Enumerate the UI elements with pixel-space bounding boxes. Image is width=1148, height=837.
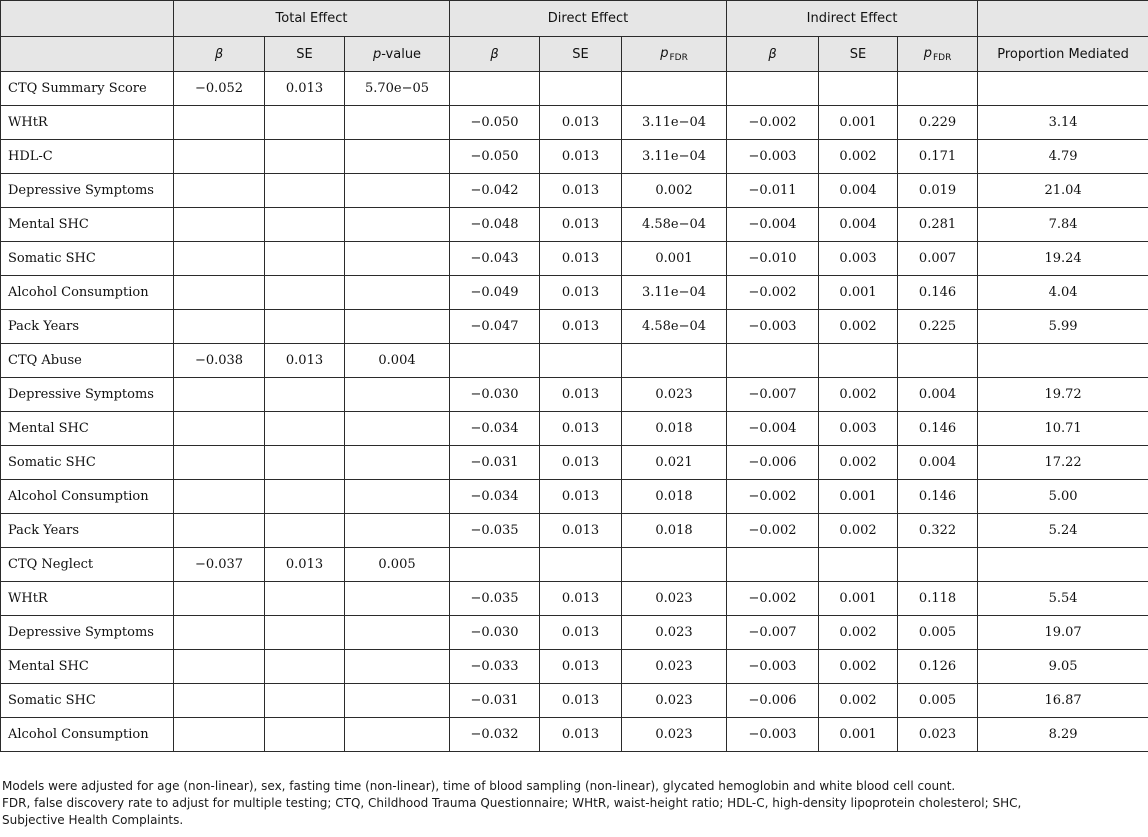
fdr-subscript: FDR <box>932 52 952 63</box>
cell-total-se <box>265 276 345 310</box>
table-row <box>1 446 1148 480</box>
cell-indirect-beta <box>727 72 819 106</box>
cell-indirect-se: 0.002 <box>819 514 898 548</box>
cell-indirect-beta: −0.006 <box>727 446 819 480</box>
cell-row-label: CTQ Summary Score <box>1 72 174 106</box>
cell-indirect-pfdr <box>898 344 978 378</box>
cell-total-beta <box>174 616 265 650</box>
cell-direct-pfdr: 0.023 <box>622 684 727 718</box>
cell-total-pvalue <box>345 514 450 548</box>
cell-indirect-se: 0.004 <box>819 174 898 208</box>
cell-indirect-beta: −0.003 <box>727 650 819 684</box>
cell-indirect-pfdr: 0.146 <box>898 412 978 446</box>
cell-indirect-se: 0.002 <box>819 310 898 344</box>
cell-total-beta: −0.038 <box>174 344 265 378</box>
header-group-row <box>1 1 1148 37</box>
footnote-line: FDR, false discovery rate to adjust for multiple testing; CTQ, Childhood Trauma Questionnaire; WHtR, waist-height ratio; HDL-C, high-density lipoprotein cholesterol; SHC, <box>2 796 1022 810</box>
cell-total-se <box>265 378 345 412</box>
cell-direct-beta <box>450 548 540 582</box>
cell-direct-se: 0.013 <box>540 106 622 140</box>
cell-proportion-mediated: 19.07 <box>978 616 1148 650</box>
cell-direct-se <box>540 548 622 582</box>
header-direct-effect: Direct Effect <box>450 1 727 37</box>
header-indirect-effect: Indirect Effect <box>727 1 978 37</box>
cell-proportion-mediated: 10.71 <box>978 412 1148 446</box>
cell-proportion-mediated: 4.79 <box>978 140 1148 174</box>
cell-indirect-pfdr: 0.005 <box>898 616 978 650</box>
cell-total-pvalue <box>345 684 450 718</box>
cell-row-label: Alcohol Consumption <box>1 480 174 514</box>
cell-indirect-beta: −0.004 <box>727 208 819 242</box>
cell-indirect-se: 0.002 <box>819 650 898 684</box>
cell-indirect-beta: −0.007 <box>727 616 819 650</box>
cell-direct-se: 0.013 <box>540 276 622 310</box>
header-indirect-pfdr <box>898 37 978 72</box>
table-row <box>1 480 1148 514</box>
beta-symbol: β <box>490 46 499 62</box>
cell-direct-beta: −0.031 <box>450 684 540 718</box>
cell-indirect-beta: −0.002 <box>727 106 819 140</box>
cell-total-beta <box>174 378 265 412</box>
cell-direct-pfdr <box>622 344 727 378</box>
cell-indirect-beta: −0.003 <box>727 718 819 752</box>
cell-row-label: WHtR <box>1 582 174 616</box>
cell-direct-pfdr: 0.001 <box>622 242 727 276</box>
cell-total-se <box>265 650 345 684</box>
cell-direct-pfdr: 0.002 <box>622 174 727 208</box>
header-indirect-beta <box>727 37 819 72</box>
cell-proportion-mediated: 9.05 <box>978 650 1148 684</box>
table-footnotes <box>2 778 1146 829</box>
cell-row-label: Somatic SHC <box>1 684 174 718</box>
beta-symbol: β <box>214 46 224 62</box>
cell-row-label: HDL-C <box>1 140 174 174</box>
cell-proportion-mediated: 5.54 <box>978 582 1148 616</box>
cell-indirect-beta: −0.010 <box>727 242 819 276</box>
cell-direct-se: 0.013 <box>540 412 622 446</box>
cell-proportion-mediated: 21.04 <box>978 174 1148 208</box>
cell-indirect-se: 0.001 <box>819 718 898 752</box>
cell-direct-beta: −0.047 <box>450 310 540 344</box>
cell-direct-pfdr: 4.58e−04 <box>622 310 727 344</box>
cell-indirect-se <box>819 344 898 378</box>
cell-indirect-se: 0.001 <box>819 582 898 616</box>
table-row <box>1 616 1148 650</box>
cell-direct-beta: −0.031 <box>450 446 540 480</box>
beta-symbol: β <box>768 46 777 62</box>
cell-total-se: 0.013 <box>265 72 345 106</box>
cell-proportion-mediated: 5.00 <box>978 480 1148 514</box>
cell-total-se <box>265 718 345 752</box>
cell-proportion-mediated: 4.04 <box>978 276 1148 310</box>
cell-indirect-beta: −0.007 <box>727 378 819 412</box>
cell-direct-pfdr: 3.11e−04 <box>622 106 727 140</box>
cell-direct-se: 0.013 <box>540 446 622 480</box>
cell-total-beta <box>174 310 265 344</box>
header-direct-pfdr <box>622 37 727 72</box>
cell-direct-beta: −0.030 <box>450 378 540 412</box>
cell-indirect-se: 0.001 <box>819 276 898 310</box>
cell-total-se <box>265 310 345 344</box>
cell-total-beta <box>174 174 265 208</box>
cell-total-beta <box>174 718 265 752</box>
cell-direct-se: 0.013 <box>540 140 622 174</box>
footnote-line: Models were adjusted for age (non-linear), sex, fasting time (non-linear), time of blood sampling (non-linear), glycated hemoglobin and white blood cell count. <box>2 779 956 793</box>
cell-indirect-pfdr: 0.004 <box>898 446 978 480</box>
header-proportion-mediated: Proportion Mediated <box>978 37 1148 72</box>
header-total-se: SE <box>265 37 345 72</box>
header-direct-beta <box>450 37 540 72</box>
cell-direct-pfdr <box>622 72 727 106</box>
p-letter: p <box>923 45 932 61</box>
header-corner-right <box>978 1 1148 37</box>
header-total-beta <box>174 37 265 72</box>
cell-row-label: Mental SHC <box>1 208 174 242</box>
cell-total-beta <box>174 140 265 174</box>
cell-row-label: Depressive Symptoms <box>1 174 174 208</box>
cell-total-pvalue <box>345 208 450 242</box>
cell-total-pvalue <box>345 140 450 174</box>
header-direct-se: SE <box>540 37 622 72</box>
cell-direct-beta: −0.050 <box>450 106 540 140</box>
cell-indirect-beta: −0.004 <box>727 412 819 446</box>
cell-indirect-pfdr: 0.281 <box>898 208 978 242</box>
cell-direct-se: 0.013 <box>540 616 622 650</box>
cell-total-pvalue: 5.70e−05 <box>345 72 450 106</box>
cell-total-pvalue <box>345 718 450 752</box>
cell-direct-beta: −0.033 <box>450 650 540 684</box>
cell-indirect-pfdr: 0.007 <box>898 242 978 276</box>
cell-total-beta <box>174 106 265 140</box>
cell-total-pvalue <box>345 616 450 650</box>
cell-direct-beta: −0.034 <box>450 412 540 446</box>
cell-proportion-mediated: 3.14 <box>978 106 1148 140</box>
cell-row-label: WHtR <box>1 106 174 140</box>
table-row <box>1 72 1148 106</box>
cell-direct-pfdr: 0.018 <box>622 480 727 514</box>
cell-indirect-se: 0.001 <box>819 480 898 514</box>
cell-row-label: Depressive Symptoms <box>1 616 174 650</box>
cell-direct-beta <box>450 72 540 106</box>
cell-total-se <box>265 446 345 480</box>
cell-direct-pfdr: 0.023 <box>622 718 727 752</box>
footnote-line: Subjective Health Complaints. <box>2 813 184 827</box>
cell-indirect-se: 0.004 <box>819 208 898 242</box>
cell-total-beta <box>174 582 265 616</box>
cell-direct-pfdr: 0.023 <box>622 378 727 412</box>
cell-total-beta <box>174 650 265 684</box>
cell-proportion-mediated: 5.24 <box>978 514 1148 548</box>
fdr-subscript: FDR <box>669 52 688 63</box>
cell-indirect-pfdr: 0.023 <box>898 718 978 752</box>
cell-indirect-se: 0.002 <box>819 446 898 480</box>
p-letter: p <box>660 45 669 61</box>
cell-indirect-pfdr: 0.005 <box>898 684 978 718</box>
cell-direct-beta <box>450 344 540 378</box>
cell-indirect-pfdr <box>898 72 978 106</box>
cell-total-se <box>265 684 345 718</box>
cell-direct-beta: −0.048 <box>450 208 540 242</box>
cell-indirect-se <box>819 72 898 106</box>
table-row <box>1 310 1148 344</box>
cell-direct-beta: −0.049 <box>450 276 540 310</box>
table-row <box>1 106 1148 140</box>
cell-total-se <box>265 106 345 140</box>
cell-direct-se <box>540 72 622 106</box>
p-letter: p <box>372 46 382 62</box>
cell-total-se <box>265 174 345 208</box>
cell-proportion-mediated: 19.24 <box>978 242 1148 276</box>
cell-direct-pfdr: 0.021 <box>622 446 727 480</box>
header-column-row <box>1 37 1148 72</box>
cell-proportion-mediated: 7.84 <box>978 208 1148 242</box>
table-row <box>1 276 1148 310</box>
cell-direct-se <box>540 344 622 378</box>
cell-indirect-pfdr: 0.225 <box>898 310 978 344</box>
cell-total-pvalue <box>345 582 450 616</box>
cell-direct-pfdr: 4.58e−04 <box>622 208 727 242</box>
cell-total-pvalue <box>345 106 450 140</box>
cell-indirect-pfdr: 0.322 <box>898 514 978 548</box>
cell-indirect-se <box>819 548 898 582</box>
cell-row-label: Somatic SHC <box>1 446 174 480</box>
cell-direct-beta: −0.035 <box>450 514 540 548</box>
cell-row-label: Mental SHC <box>1 412 174 446</box>
cell-row-label: CTQ Neglect <box>1 548 174 582</box>
table-row <box>1 548 1148 582</box>
cell-direct-se: 0.013 <box>540 378 622 412</box>
cell-total-pvalue: 0.004 <box>345 344 450 378</box>
cell-total-pvalue <box>345 174 450 208</box>
cell-indirect-se: 0.002 <box>819 140 898 174</box>
cell-total-beta <box>174 684 265 718</box>
cell-total-pvalue <box>345 412 450 446</box>
cell-row-label: Somatic SHC <box>1 242 174 276</box>
cell-row-label: Pack Years <box>1 310 174 344</box>
cell-proportion-mediated <box>978 72 1148 106</box>
cell-row-label: Alcohol Consumption <box>1 276 174 310</box>
cell-total-se <box>265 582 345 616</box>
cell-proportion-mediated: 19.72 <box>978 378 1148 412</box>
cell-proportion-mediated: 5.99 <box>978 310 1148 344</box>
cell-indirect-beta: −0.002 <box>727 514 819 548</box>
cell-total-pvalue <box>345 480 450 514</box>
cell-direct-pfdr: 0.018 <box>622 412 727 446</box>
cell-total-beta <box>174 242 265 276</box>
header-corner <box>1 1 174 37</box>
cell-total-beta <box>174 412 265 446</box>
cell-direct-se: 0.013 <box>540 174 622 208</box>
cell-indirect-pfdr <box>898 548 978 582</box>
table-row <box>1 140 1148 174</box>
cell-indirect-beta: −0.003 <box>727 140 819 174</box>
cell-total-pvalue <box>345 242 450 276</box>
cell-indirect-se: 0.002 <box>819 378 898 412</box>
table-row <box>1 378 1148 412</box>
table-row <box>1 514 1148 548</box>
pvalue-suffix: -value <box>381 46 422 62</box>
cell-indirect-pfdr: 0.126 <box>898 650 978 684</box>
cell-total-se <box>265 140 345 174</box>
cell-indirect-beta: −0.011 <box>727 174 819 208</box>
cell-total-se <box>265 616 345 650</box>
table-row <box>1 208 1148 242</box>
cell-direct-beta: −0.034 <box>450 480 540 514</box>
cell-indirect-beta: −0.002 <box>727 480 819 514</box>
cell-total-pvalue: 0.005 <box>345 548 450 582</box>
cell-indirect-beta: −0.002 <box>727 582 819 616</box>
cell-direct-pfdr <box>622 548 727 582</box>
cell-proportion-mediated <box>978 548 1148 582</box>
cell-direct-pfdr: 0.023 <box>622 582 727 616</box>
table-row <box>1 650 1148 684</box>
cell-direct-beta: −0.035 <box>450 582 540 616</box>
cell-direct-se: 0.013 <box>540 718 622 752</box>
cell-total-beta <box>174 208 265 242</box>
table-row <box>1 412 1148 446</box>
cell-indirect-se: 0.001 <box>819 106 898 140</box>
cell-total-pvalue <box>345 276 450 310</box>
cell-indirect-beta <box>727 548 819 582</box>
table-row <box>1 718 1148 752</box>
header-total-effect: Total Effect <box>174 1 450 37</box>
cell-direct-pfdr: 0.023 <box>622 650 727 684</box>
table-row <box>1 174 1148 208</box>
cell-proportion-mediated <box>978 344 1148 378</box>
cell-total-beta <box>174 276 265 310</box>
cell-total-beta <box>174 514 265 548</box>
cell-direct-beta: −0.050 <box>450 140 540 174</box>
cell-direct-se: 0.013 <box>540 208 622 242</box>
cell-total-pvalue <box>345 310 450 344</box>
cell-indirect-pfdr: 0.004 <box>898 378 978 412</box>
cell-total-beta: −0.037 <box>174 548 265 582</box>
header-indirect-se: SE <box>819 37 898 72</box>
table-body <box>1 72 1148 752</box>
cell-direct-pfdr: 0.023 <box>622 616 727 650</box>
cell-indirect-pfdr: 0.019 <box>898 174 978 208</box>
cell-total-se <box>265 208 345 242</box>
cell-direct-beta: −0.032 <box>450 718 540 752</box>
cell-total-pvalue <box>345 446 450 480</box>
cell-direct-se: 0.013 <box>540 684 622 718</box>
cell-indirect-pfdr: 0.146 <box>898 276 978 310</box>
cell-total-pvalue <box>345 378 450 412</box>
cell-total-se <box>265 480 345 514</box>
cell-direct-se: 0.013 <box>540 514 622 548</box>
cell-total-se: 0.013 <box>265 548 345 582</box>
table-row <box>1 242 1148 276</box>
cell-total-beta <box>174 446 265 480</box>
cell-indirect-beta: −0.006 <box>727 684 819 718</box>
cell-direct-se: 0.013 <box>540 310 622 344</box>
cell-direct-se: 0.013 <box>540 582 622 616</box>
cell-proportion-mediated: 16.87 <box>978 684 1148 718</box>
header-total-pvalue <box>345 37 450 72</box>
cell-indirect-beta <box>727 344 819 378</box>
cell-row-label: Alcohol Consumption <box>1 718 174 752</box>
cell-indirect-se: 0.003 <box>819 242 898 276</box>
cell-direct-se: 0.013 <box>540 650 622 684</box>
cell-total-beta: −0.052 <box>174 72 265 106</box>
table-row <box>1 582 1148 616</box>
cell-total-se: 0.013 <box>265 344 345 378</box>
cell-row-label: Pack Years <box>1 514 174 548</box>
cell-indirect-beta: −0.003 <box>727 310 819 344</box>
header-label-col <box>1 37 174 72</box>
cell-indirect-pfdr: 0.118 <box>898 582 978 616</box>
cell-row-label: Depressive Symptoms <box>1 378 174 412</box>
cell-row-label: Mental SHC <box>1 650 174 684</box>
cell-direct-pfdr: 3.11e−04 <box>622 276 727 310</box>
cell-direct-se: 0.013 <box>540 480 622 514</box>
cell-indirect-se: 0.002 <box>819 684 898 718</box>
cell-direct-pfdr: 0.018 <box>622 514 727 548</box>
cell-total-se <box>265 514 345 548</box>
cell-direct-pfdr: 3.11e−04 <box>622 140 727 174</box>
cell-indirect-pfdr: 0.146 <box>898 480 978 514</box>
cell-indirect-se: 0.002 <box>819 616 898 650</box>
cell-proportion-mediated: 8.29 <box>978 718 1148 752</box>
cell-total-pvalue <box>345 650 450 684</box>
cell-direct-se: 0.013 <box>540 242 622 276</box>
table-row <box>1 684 1148 718</box>
cell-indirect-beta: −0.002 <box>727 276 819 310</box>
cell-indirect-se: 0.003 <box>819 412 898 446</box>
cell-indirect-pfdr: 0.229 <box>898 106 978 140</box>
cell-proportion-mediated: 17.22 <box>978 446 1148 480</box>
cell-total-se <box>265 242 345 276</box>
cell-direct-beta: −0.030 <box>450 616 540 650</box>
cell-total-beta <box>174 480 265 514</box>
cell-row-label: CTQ Abuse <box>1 344 174 378</box>
cell-direct-beta: −0.042 <box>450 174 540 208</box>
cell-indirect-pfdr: 0.171 <box>898 140 978 174</box>
cell-total-se <box>265 412 345 446</box>
table-row <box>1 344 1148 378</box>
cell-direct-beta: −0.043 <box>450 242 540 276</box>
